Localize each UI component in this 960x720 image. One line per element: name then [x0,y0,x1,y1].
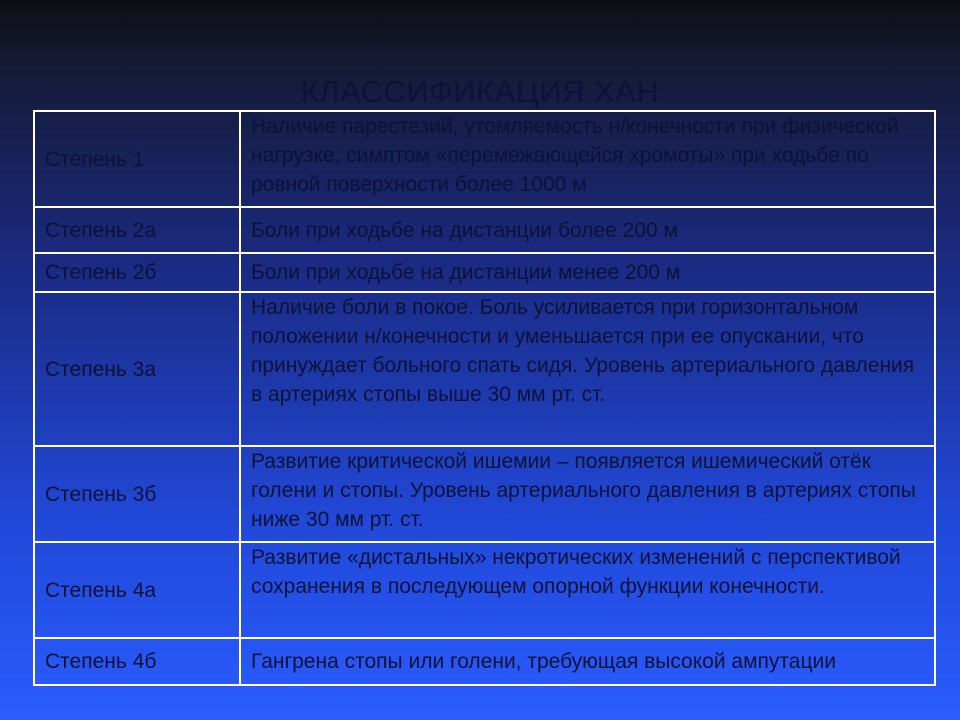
table-row [34,292,935,446]
table-row [34,446,935,542]
table-row [34,111,935,207]
description-cell: Развитие «дистальных» некротических изменений с перспективой сохранения в последующем опорной функции конечности. [240,542,935,638]
description-cell: Развитие критической ишемии – появляется ишемический отёк голени и стопы. Уровень артериального давления в артериях стопы ниже 30 мм рт. ст. [240,446,935,542]
stage-cell: Степень 4а [34,542,240,638]
description-cell: Гангрена стопы или голени, требующая высокой ампутации [240,638,935,685]
table-row [34,542,935,638]
classification-table [33,110,936,686]
table-row [34,638,935,685]
stage-cell: Степень 1 [34,111,240,207]
stage-cell: Степень 2а [34,207,240,253]
description-cell: Боли при ходьбе на дистанции менее 200 м [240,253,935,292]
stage-cell: Степень 3а [34,292,240,446]
slide-title: КЛАССИФИКАЦИЯ ХАН [300,74,660,109]
stage-cell: Степень 2б [34,253,240,292]
description-cell: Наличие парестезий, утомляемость н/конечности при физической нагрузке, симптом «перемежающейся хромоты» при ходьбе по ровной поверхности более 1000 м [240,111,935,207]
description-cell: Боли при ходьбе на дистанции более 200 м [240,207,935,253]
table-row [34,207,935,253]
stage-cell: Степень 4б [34,638,240,685]
description-cell: Наличие боли в покое. Боль усиливается при горизонтальном положении н/конечности и уменьшается при ее опускании, что принуждает больного спать сидя. Уровень артериального давления в артериях стопы выше 30 мм рт. ст. [240,292,935,446]
table-row [34,253,935,292]
stage-cell: Степень 3б [34,446,240,542]
